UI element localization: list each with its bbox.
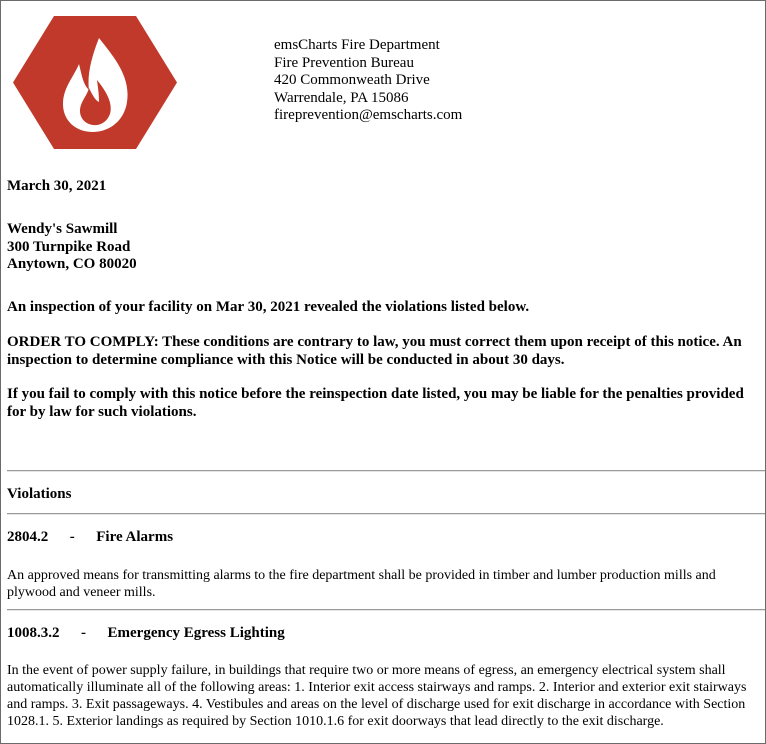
order-to-comply: ORDER TO COMPLY: These conditions are contrary to law, you must correct them upon receipt of this notice. An inspection to determine compliance with this Notice will be conducted in about 30 days. [7,334,742,368]
department-name: emsCharts Fire Department [274,37,440,53]
code-separator: - [81,625,86,641]
recipient-street: 300 Turnpike Road [7,238,131,255]
bureau-name: Fire Prevention Bureau [274,54,414,71]
divider [7,513,765,515]
violation-description: An approved means for transmitting alarms to the fire department shall be provided in timber and lumber production mills and plywood and veneer mills. [7,568,716,600]
violation-name: Fire Alarms [96,529,174,545]
recipient-name: Wendy's Sawmill [7,221,118,237]
violation-code: 1008.3.2 [7,625,60,641]
violation-name: Emergency Egress Lighting [107,625,285,641]
violation-code: 2804.2 [7,529,49,545]
inspection-statement: An inspection of your facility on Mar 30, 2021 revealed the violations listed below. [7,299,530,315]
department-address [274,37,462,125]
divider [7,609,765,611]
street-address: 420 Commonweath Drive [274,72,430,88]
code-separator: - [69,529,75,545]
violations-heading: Violations [7,486,72,502]
letter-date: March 30, 2021 [7,178,107,194]
penalty-notice: If you fail to comply with this notice before the reinspection date listed, you may be liable for the penalties provided for by law for such violations. [7,386,744,420]
email-address: fireprevention@emscharts.com [274,107,463,123]
recipient-city: Anytown, CO 80020 [7,256,137,272]
recipient-address [7,221,137,274]
divider [7,470,765,472]
flame-icon [13,16,177,149]
violation-heading [7,625,285,642]
city-state-zip: Warrendale, PA 15086 [274,89,409,106]
violation-description: In the event of power supply failure, in buildings that require two or more means of egress, an emergency electrical system shall automatically illuminate all of the following areas: 1. Interior exit access stairways and ramps. 2. Interior and exterior exit stairways and ramps. 3. Exit passageways. 4. Vestibules and areas on the level of discharge used for exit discharge in accordance with Section 1028.1. 5. Exterior landings as required by Section 1010.1.6 for exit doorways that lead directly to the exit discharge. [7,663,747,729]
violation-heading [7,529,173,546]
